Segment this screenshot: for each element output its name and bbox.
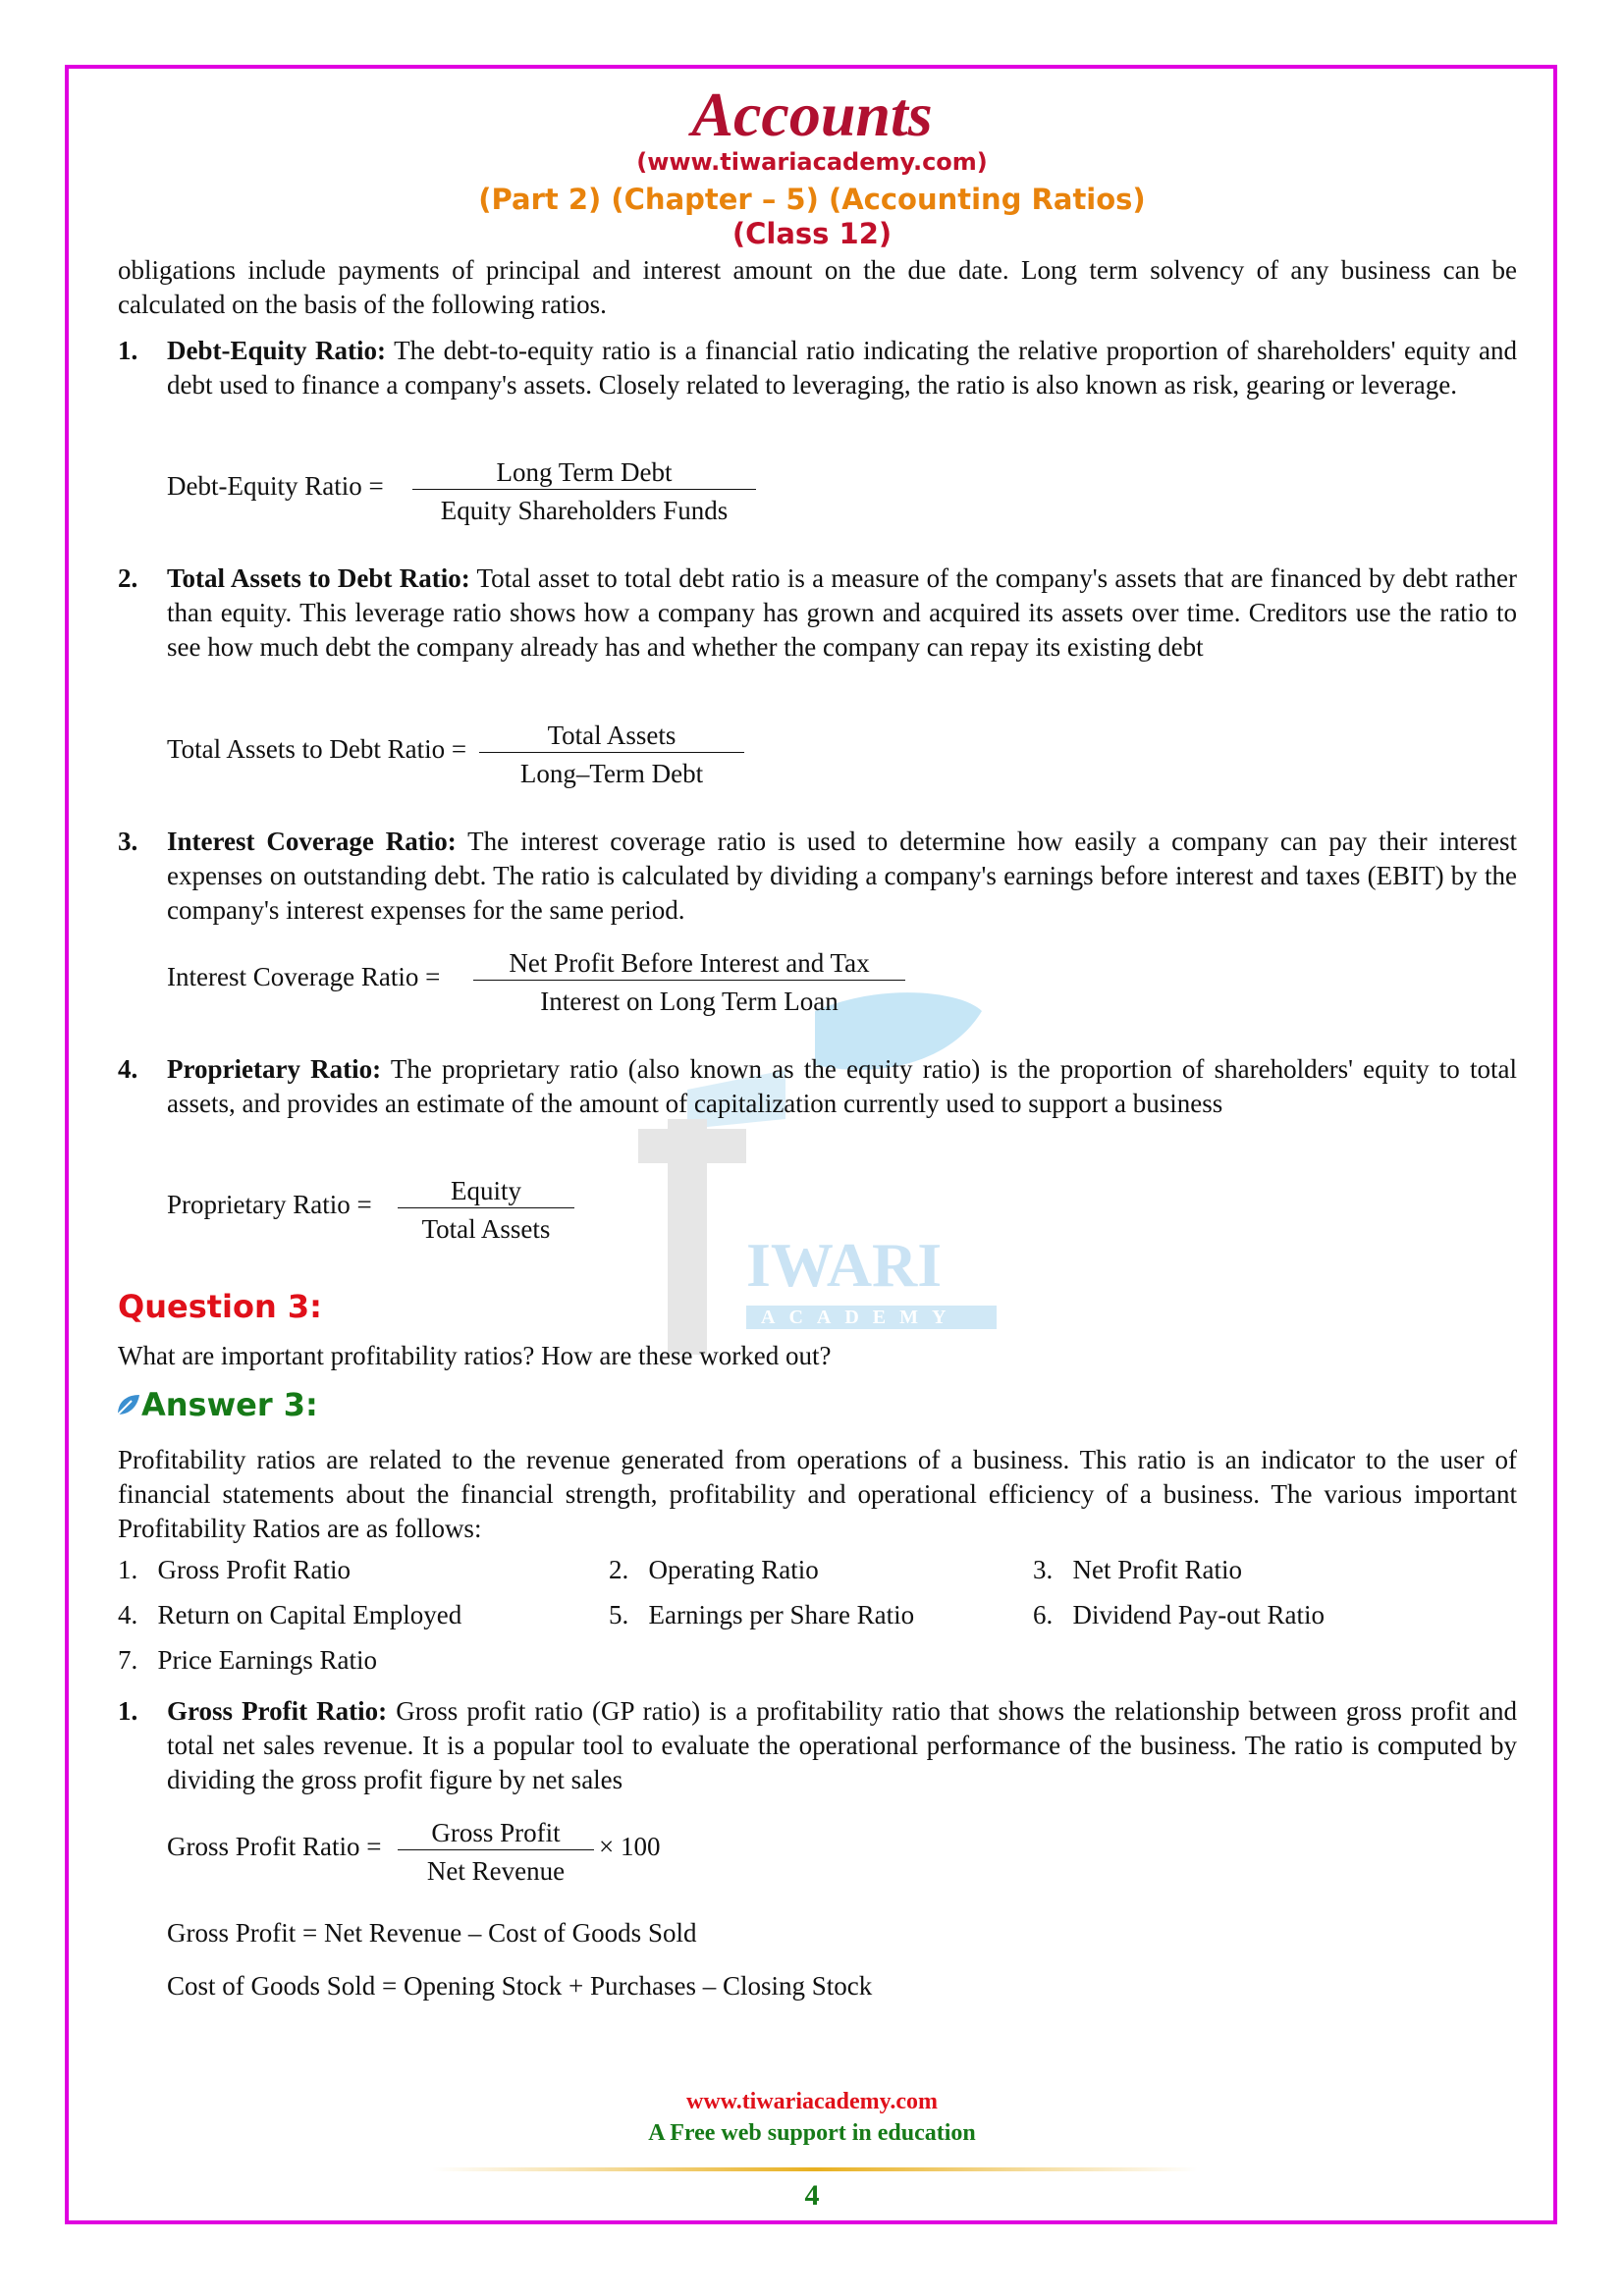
- list-label: Price Earnings Ratio: [157, 1645, 377, 1675]
- watermark-subtext: ACADEMY: [761, 1307, 960, 1328]
- item-number: 4.: [118, 1054, 138, 1084]
- list-item: [1033, 1600, 1325, 1630]
- formula-numerator: Total Assets: [479, 720, 744, 753]
- debt-equity-formula: [167, 471, 384, 502]
- header-chapter: (Part 2) (Chapter – 5) (Accounting Ratios): [478, 183, 1146, 216]
- list-item: [1033, 1555, 1242, 1585]
- list-label: Operating Ratio: [648, 1555, 819, 1584]
- formula-lhs: Interest Coverage Ratio =: [167, 962, 441, 991]
- item-number: 3.: [118, 827, 138, 856]
- interest-coverage-item: [118, 825, 1517, 928]
- item-number: 1.: [118, 336, 138, 365]
- list-number: 4.: [118, 1600, 138, 1629]
- item-label: Gross Profit Ratio:: [167, 1696, 388, 1726]
- watermark-text: IWARI: [746, 1230, 943, 1300]
- formula-numerator: Gross Profit: [398, 1817, 594, 1850]
- debt-equity-fraction: [412, 456, 756, 531]
- gross-profit-item: [118, 1694, 1517, 1797]
- item-text: Gross profit ratio (GP ratio) is a profitability ratio that shows the relationship between gross profit and total net sales revenue. It is a popular tool to evaluate the operational performance of the business. The ratio is computed by dividing the gross profit figure by net sales: [167, 1696, 1517, 1794]
- formula-numerator: Equity: [398, 1175, 574, 1208]
- debt-equity-item: [118, 334, 1517, 402]
- page-number: 4: [804, 2179, 820, 2212]
- total-assets-debt-item: [118, 561, 1517, 665]
- item-text: The debt-to-equity ratio is a financial ratio indicating the relative proportion of shareholders' equity and debt used to finance a company's assets. Closely related to leveraging, the ratio is also known as risk, gearing or leverage.: [167, 336, 1517, 400]
- document-title: Accounts: [691, 80, 933, 149]
- formula-lhs: Gross Profit Ratio =: [167, 1832, 382, 1861]
- list-item: [609, 1600, 914, 1630]
- answer-intro: Profitability ratios are related to the revenue generated from operations of a business. This ratio is an indicator to the user of financial statements about the financial strength, profitability and operational efficiency of a business. The various important Profitability Ratios are as follows:: [118, 1445, 1517, 1543]
- footer-tagline: A Free web support in education: [648, 2120, 976, 2146]
- leaf-icon: [114, 1391, 141, 1418]
- intro-paragraph: obligations include payments of principal and interest amount on the due date. Long term solvency of any business can be calculated on the basis of the following ratios.: [118, 255, 1517, 319]
- list-label: Net Profit Ratio: [1072, 1555, 1242, 1584]
- list-number: 3.: [1033, 1555, 1054, 1584]
- formula-multiplier: × 100: [599, 1832, 661, 1861]
- list-number: 1.: [118, 1555, 138, 1584]
- formula-denominator: Total Assets: [421, 1214, 551, 1244]
- item-label: Total Assets to Debt Ratio:: [167, 563, 470, 593]
- formula-lhs: Proprietary Ratio =: [167, 1190, 372, 1219]
- total-assets-debt-formula: [167, 734, 466, 765]
- item-text: The proprietary ratio (also known as the equity ratio) is the proportion of shareholders' equity to total assets, and provides an estimate of the amount of capitalization currently used to support a business: [167, 1054, 1517, 1118]
- list-number: 6.: [1033, 1600, 1054, 1629]
- question-heading: Question 3:: [118, 1288, 322, 1325]
- list-label: Dividend Pay-out Ratio: [1072, 1600, 1325, 1629]
- question-text: What are important profitability ratios? How are these worked out?: [118, 1341, 832, 1370]
- formula-numerator: Long Term Debt: [412, 456, 756, 490]
- list-number: 7.: [118, 1645, 138, 1675]
- list-label: Earnings per Share Ratio: [648, 1600, 915, 1629]
- formula-lhs: Total Assets to Debt Ratio =: [167, 734, 467, 764]
- formula-denominator: Net Revenue: [426, 1856, 566, 1886]
- gross-profit-fraction: [398, 1817, 594, 1892]
- tiwari-watermark-logo: [628, 972, 1001, 1384]
- interest-coverage-formula: [167, 962, 440, 992]
- proprietary-formula: [167, 1190, 372, 1220]
- list-number: 2.: [609, 1555, 629, 1584]
- list-item: [118, 1645, 377, 1676]
- gross-profit-equation: Gross Profit = Net Revenue – Cost of Goods Sold: [167, 1918, 697, 1948]
- footer-url[interactable]: www.tiwariacademy.com: [686, 2089, 938, 2114]
- formula-denominator: Interest on Long Term Loan: [540, 987, 839, 1016]
- formula-lhs: Debt-Equity Ratio =: [167, 471, 384, 501]
- footer-divider: [432, 2167, 1198, 2171]
- proprietary-fraction: [398, 1175, 574, 1250]
- item-text: The interest coverage ratio is used to determine how easily a company can pay their interest expenses on outstanding debt. The ratio is calculated by dividing a company's earnings before interest and taxes (EBIT) by the company's interest expenses for the same period.: [167, 827, 1517, 925]
- interest-coverage-fraction: [473, 947, 905, 1022]
- list-number: 5.: [609, 1600, 629, 1629]
- item-number: 2.: [118, 563, 138, 593]
- header-class: (Class 12): [731, 217, 893, 250]
- item-number: 1.: [118, 1696, 138, 1726]
- formula-denominator: Equity Shareholders Funds: [440, 496, 729, 525]
- cogs-equation: Cost of Goods Sold = Opening Stock + Purchases – Closing Stock: [167, 1971, 873, 2001]
- list-label: Gross Profit Ratio: [157, 1555, 352, 1584]
- header-url: (www.tiwariacademy.com): [636, 148, 988, 176]
- item-label: Proprietary Ratio:: [167, 1054, 382, 1084]
- list-item: [118, 1600, 461, 1630]
- item-label: Debt-Equity Ratio:: [167, 336, 387, 365]
- proprietary-item: [118, 1052, 1517, 1121]
- list-item: [609, 1555, 819, 1585]
- formula-numerator: Net Profit Before Interest and Tax: [473, 947, 905, 981]
- total-assets-debt-fraction: [479, 720, 744, 794]
- answer-heading: [114, 1386, 318, 1423]
- item-label: Interest Coverage Ratio:: [167, 827, 457, 856]
- list-label: Return on Capital Employed: [157, 1600, 462, 1629]
- formula-denominator: Long–Term Debt: [519, 759, 704, 788]
- item-text: Total asset to total debt ratio is a measure of the company's assets that are financed by debt rather than equity. This leverage ratio shows how a company has grown and acquired its assets over time. Creditors use the ratio to see how much debt the company already has and whether the company can repay its existing debt: [167, 563, 1518, 662]
- answer-heading-text: Answer 3:: [141, 1386, 318, 1423]
- gross-profit-formula: [167, 1832, 381, 1862]
- list-item: [118, 1555, 351, 1585]
